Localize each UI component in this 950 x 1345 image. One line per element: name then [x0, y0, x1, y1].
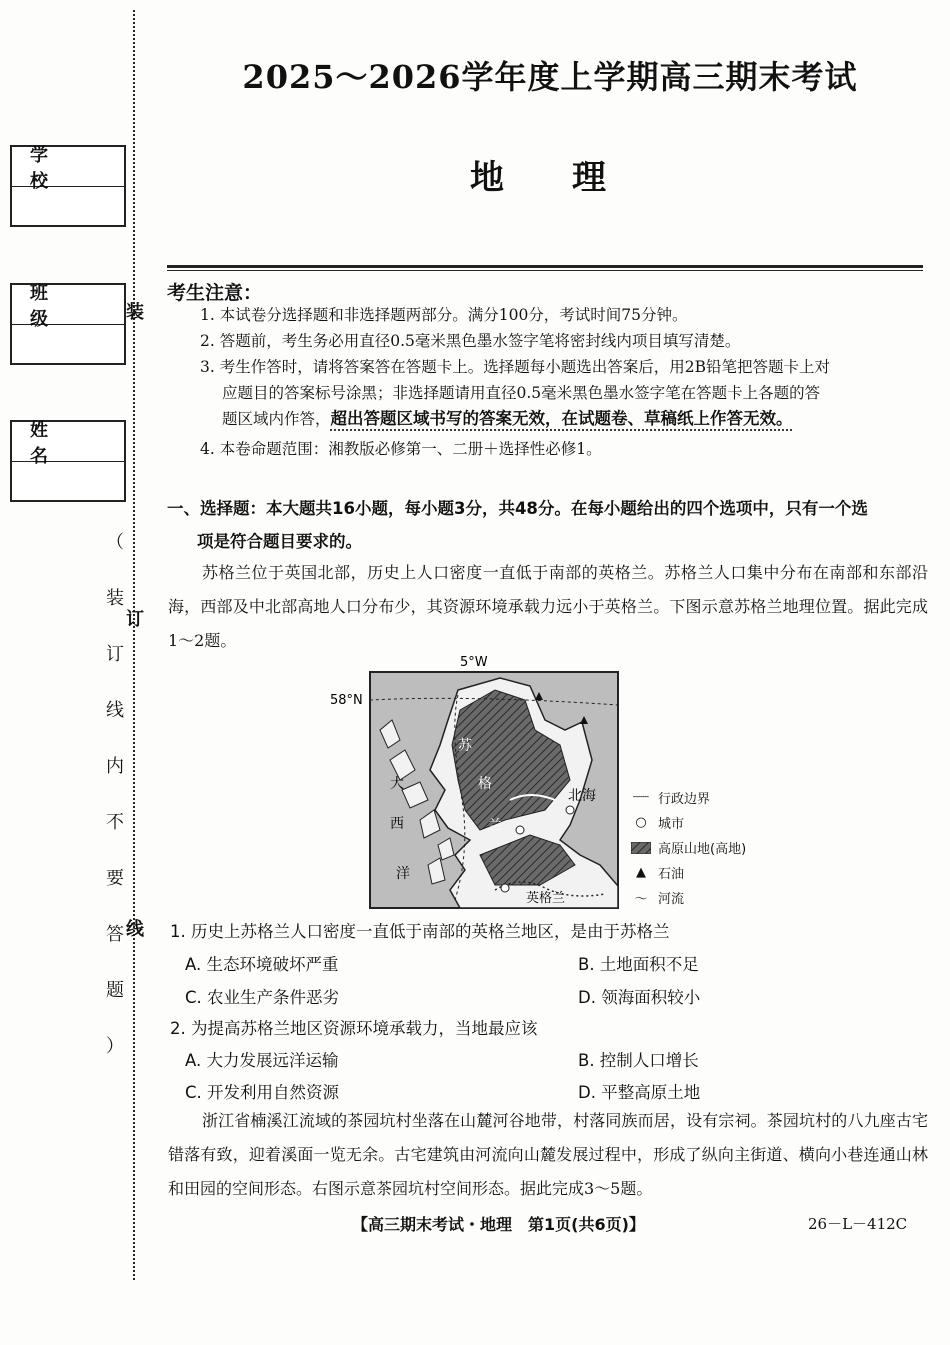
- vnote-char: 不: [106, 812, 124, 833]
- vnote-char: 订: [106, 644, 124, 665]
- map-legend: [628, 785, 746, 910]
- map-label-xi: 西: [390, 816, 404, 832]
- q2-option-c[interactable]: C. 开发利用自然资源: [185, 1083, 340, 1102]
- vnote-char: 装: [106, 588, 124, 609]
- binding-ding: 订: [126, 609, 144, 630]
- hatch-icon: [628, 842, 654, 854]
- map-lat-label: 58°N: [330, 693, 363, 708]
- map-label-england: 英格兰: [526, 891, 566, 906]
- binding-dotted-line: [133, 10, 135, 1280]
- legend-river-label: 河流: [658, 892, 685, 907]
- map-city: [516, 826, 524, 834]
- city-circle-icon: ○: [635, 815, 647, 830]
- section-heading-line2: 项是符合题目要求的。: [197, 532, 362, 551]
- page-footer: 【高三期末考试・地理 第1页(共6页)】: [352, 1215, 645, 1234]
- notice-item-1: 1. 本试卷分选择题和非选择题两部分。满分100分，考试时间75分钟。: [200, 306, 688, 324]
- legend-highland-label: 高原山地(高地): [658, 842, 747, 857]
- legend-city-label: 城市: [658, 817, 685, 832]
- header-rule-thin: [167, 270, 923, 271]
- school-box: [10, 145, 126, 227]
- name-field[interactable]: [12, 462, 124, 500]
- q2-option-d[interactable]: D. 平整高原土地: [578, 1083, 701, 1102]
- name-label: 姓 名: [12, 422, 124, 462]
- subject-title: 地 理: [470, 158, 606, 198]
- oil-triangle-icon: ▲: [636, 865, 646, 880]
- map-label-da: 大: [390, 776, 404, 792]
- vnote-char: 要: [106, 868, 124, 889]
- q1-option-d[interactable]: D. 领海面积较小: [578, 988, 701, 1007]
- river-icon: 〜: [634, 892, 648, 907]
- legend-city: [628, 810, 746, 835]
- exam-title: 2025～2026学年度上学期高三期末考试: [242, 58, 858, 96]
- q2-option-b[interactable]: B. 控制人口增长: [578, 1051, 699, 1070]
- vnote-char: 题: [106, 980, 124, 1001]
- notice-item-2: 2. 答题前，考生务必用直径0.5毫米黑色墨水签字笔将密封线内项目填写清楚。: [200, 332, 741, 350]
- q1-option-c[interactable]: C. 农业生产条件恶劣: [185, 988, 340, 1007]
- q2-stem: 2. 为提高苏格兰地区资源环境承载力，当地最应该: [170, 1019, 538, 1038]
- q1-option-b[interactable]: B. 土地面积不足: [578, 955, 699, 974]
- legend-river: [628, 885, 746, 910]
- legend-highland: [628, 835, 746, 860]
- header-rule: [167, 265, 923, 268]
- vnote-char: （: [106, 532, 124, 553]
- notice-item-3-emphasis: 超出答题区域书写的答案无效，在试题卷、草稿纸上作答无效。: [330, 409, 793, 428]
- map-label-ge: 格: [478, 776, 492, 792]
- notice-item-3-line3: [222, 406, 928, 432]
- q1-stem: 1. 历史上苏格兰人口密度一直低于南部的英格兰地区，是由于苏格兰: [170, 922, 670, 941]
- vnote-char: 答: [106, 924, 124, 945]
- notice-title: 考生注意：: [167, 282, 263, 304]
- map-label-yang: 洋: [396, 866, 410, 882]
- passage-village: 浙江省楠溪江流域的茶园坑村坐落在山麓河谷地带，村落同族而居，设有宗祠。茶园坑村的八九座古宅错落有致，迎着溪面一览无余。古宅建筑由河流向山麓发展过程中，形成了纵向主街道、横向小巷连通山林和田园的空间形态。右图示意茶园坑村空间形态。据此完成3～5题。: [168, 1111, 928, 1198]
- map-city: [566, 806, 574, 814]
- legend-oil: [628, 860, 746, 885]
- map-lon-label: 5°W: [460, 655, 488, 670]
- vnote-char: 线: [106, 700, 124, 721]
- map-city: [501, 884, 509, 892]
- passage-scotland: 苏格兰位于英国北部，历史上人口密度一直低于南部的英格兰。苏格兰人口集中分布在南部和东部沿海，西部及中北部高地人口分布少，其资源环境承载力远小于英格兰。下图示意苏格兰地理位置。据此完成1～2题。: [168, 563, 928, 650]
- class-label: 班 级: [12, 285, 124, 325]
- class-field[interactable]: [12, 325, 124, 363]
- exam-code: 26－L－412C: [808, 1215, 908, 1233]
- notice-item-3a: 3. 考生作答时，请将答案答在答题卡上。选择题每小题选出答案后，用2B铅笔把答题卡上对: [200, 358, 830, 376]
- binding-xian: 线: [126, 919, 144, 940]
- vnote-char: ）: [106, 1036, 124, 1057]
- boundary-line-icon: ┈┈: [633, 790, 649, 805]
- q1-option-a[interactable]: A. 生态环境破坏严重: [185, 955, 339, 974]
- class-box: [10, 283, 126, 365]
- section-heading: [167, 492, 927, 558]
- map-label-su: 苏: [458, 738, 472, 754]
- school-label: 学 校: [12, 147, 124, 187]
- notice-item-4: 4. 本卷命题范围：湘教版必修第一、二册＋选择性必修1。: [200, 440, 602, 458]
- map-label-beihai: 北海: [568, 788, 596, 804]
- notice-item-3b: 应题目的答案标号涂黑；非选择题请用直径0.5毫米黑色墨水签字笔在答题卡上各题的答: [222, 384, 821, 402]
- map-label-lan: 兰: [488, 818, 502, 834]
- legend-oil-label: 石油: [658, 867, 685, 882]
- school-field[interactable]: [12, 187, 124, 225]
- vnote-char: 内: [106, 756, 124, 777]
- binding-zhuang: 装: [126, 302, 144, 323]
- section-heading-line1: 一、选择题：本大题共16小题，每小题3分，共48分。在每小题给出的四个选项中，只有一个选: [167, 499, 868, 518]
- legend-boundary: [628, 785, 746, 810]
- notice-item-3c: 题区域内作答，: [222, 410, 331, 428]
- name-box: [10, 420, 126, 502]
- legend-boundary-label: 行政边界: [658, 792, 711, 807]
- q2-option-a[interactable]: A. 大力发展远洋运输: [185, 1051, 339, 1070]
- vertical-note: [104, 515, 126, 1075]
